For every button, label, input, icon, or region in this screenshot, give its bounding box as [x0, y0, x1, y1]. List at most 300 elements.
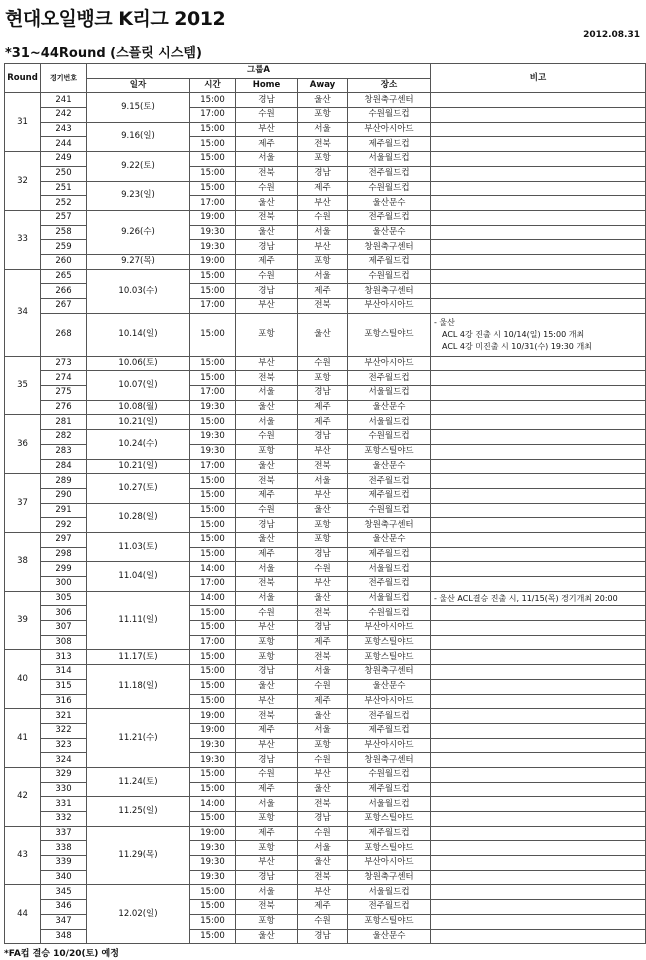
match-no-cell: 300 — [41, 577, 87, 592]
date-cell: 11.18(일) — [87, 665, 190, 709]
away-team-cell: 서울 — [298, 665, 348, 680]
home-team-cell: 포항 — [236, 841, 298, 856]
home-team-cell: 전북 — [236, 166, 298, 181]
home-team-cell: 제주 — [236, 782, 298, 797]
round-cell: 42 — [5, 767, 41, 826]
remarks-cell — [431, 444, 646, 459]
home-team-cell: 울산 — [236, 459, 298, 474]
time-cell: 14:00 — [190, 562, 236, 577]
away-team-cell: 전북 — [298, 650, 348, 665]
venue-cell: 울산문수 — [348, 225, 431, 240]
away-team-cell: 포항 — [298, 152, 348, 167]
date-cell: 9.15(토) — [87, 93, 190, 122]
table-row — [5, 269, 646, 284]
venue-cell: 서울월드컵 — [348, 562, 431, 577]
match-no-cell: 313 — [41, 650, 87, 665]
match-no-cell: 265 — [41, 269, 87, 284]
venue-cell: 포항스틸야드 — [348, 841, 431, 856]
remarks-cell — [431, 459, 646, 474]
table-row — [5, 400, 646, 415]
header-match-no: 경기번호 — [41, 64, 87, 93]
match-no-cell: 249 — [41, 152, 87, 167]
venue-cell: 전주월드컵 — [348, 371, 431, 386]
time-cell: 19:30 — [190, 738, 236, 753]
time-cell: 15:00 — [190, 166, 236, 181]
date-cell: 11.04(일) — [87, 562, 190, 591]
venue-cell: 창원축구센터 — [348, 93, 431, 108]
match-no-cell: 243 — [41, 122, 87, 137]
time-cell: 15:00 — [190, 547, 236, 562]
time-cell: 17:00 — [190, 196, 236, 211]
match-no-cell: 267 — [41, 299, 87, 314]
home-team-cell: 경남 — [236, 518, 298, 533]
table-row — [5, 254, 646, 269]
match-no-cell: 305 — [41, 591, 87, 606]
match-no-cell: 273 — [41, 356, 87, 371]
date-cell: 9.26(수) — [87, 210, 190, 254]
match-no-cell: 306 — [41, 606, 87, 621]
home-team-cell: 부산 — [236, 356, 298, 371]
home-team-cell: 수원 — [236, 767, 298, 782]
remarks-cell — [431, 503, 646, 518]
home-team-cell: 포항 — [236, 650, 298, 665]
match-no-cell: 276 — [41, 400, 87, 415]
table-row — [5, 709, 646, 724]
time-cell: 14:00 — [190, 591, 236, 606]
time-cell: 15:00 — [190, 694, 236, 709]
home-team-cell: 수원 — [236, 269, 298, 284]
venue-cell: 포항스틸야드 — [348, 313, 431, 356]
time-cell: 15:00 — [190, 181, 236, 196]
time-cell: 17:00 — [190, 577, 236, 592]
date-cell: 10.24(수) — [87, 430, 190, 459]
time-cell: 19:30 — [190, 444, 236, 459]
date-cell: 12.02(일) — [87, 885, 190, 944]
match-no-cell: 307 — [41, 621, 87, 636]
time-cell: 19:30 — [190, 430, 236, 445]
remarks-cell — [431, 137, 646, 152]
time-cell: 15:00 — [190, 93, 236, 108]
table-row — [5, 797, 646, 812]
time-cell: 15:00 — [190, 356, 236, 371]
away-team-cell: 부산 — [298, 488, 348, 503]
time-cell: 17:00 — [190, 635, 236, 650]
match-no-cell: 282 — [41, 430, 87, 445]
venue-cell: 울산문수 — [348, 532, 431, 547]
remarks-cell — [431, 577, 646, 592]
remarks-cell — [431, 650, 646, 665]
away-team-cell: 제주 — [298, 694, 348, 709]
away-team-cell: 경남 — [298, 621, 348, 636]
away-team-cell: 포항 — [298, 254, 348, 269]
match-no-cell: 337 — [41, 826, 87, 841]
table-row — [5, 591, 646, 606]
remarks-cell — [431, 621, 646, 636]
away-team-cell: 수원 — [298, 753, 348, 768]
venue-cell: 전주월드컵 — [348, 210, 431, 225]
table-row — [5, 885, 646, 900]
home-team-cell: 수원 — [236, 606, 298, 621]
remarks-cell — [431, 856, 646, 871]
time-cell: 15:00 — [190, 371, 236, 386]
time-cell: 15:00 — [190, 606, 236, 621]
footnote: *FA컵 결승 10/20(토) 예정 — [4, 949, 119, 959]
venue-cell: 제주월드컵 — [348, 488, 431, 503]
remarks-cell — [431, 108, 646, 123]
date-cell: 11.11(일) — [87, 591, 190, 650]
away-team-cell: 부산 — [298, 240, 348, 255]
remarks-cell — [431, 474, 646, 489]
remarks-cell — [431, 723, 646, 738]
venue-cell: 창원축구센터 — [348, 240, 431, 255]
venue-cell: 부산아시아드 — [348, 738, 431, 753]
time-cell: 15:00 — [190, 900, 236, 915]
remarks-cell — [431, 152, 646, 167]
time-cell: 14:00 — [190, 797, 236, 812]
away-team-cell: 울산 — [298, 313, 348, 356]
time-cell: 15:00 — [190, 313, 236, 356]
round-cell: 38 — [5, 532, 41, 591]
match-no-cell: 339 — [41, 856, 87, 871]
away-team-cell: 부산 — [298, 196, 348, 211]
venue-cell: 부산아시아드 — [348, 299, 431, 314]
remarks-cell — [431, 356, 646, 371]
match-no-cell: 274 — [41, 371, 87, 386]
time-cell: 15:00 — [190, 914, 236, 929]
match-no-cell: 331 — [41, 797, 87, 812]
venue-cell: 수원월드컵 — [348, 108, 431, 123]
remarks-cell — [431, 225, 646, 240]
remarks-cell — [431, 166, 646, 181]
away-team-cell: 서울 — [298, 122, 348, 137]
match-no-cell: 289 — [41, 474, 87, 489]
table-body — [5, 93, 646, 944]
home-team-cell: 제주 — [236, 254, 298, 269]
home-team-cell: 서울 — [236, 415, 298, 430]
home-team-cell: 포항 — [236, 635, 298, 650]
home-team-cell: 울산 — [236, 400, 298, 415]
match-no-cell: 250 — [41, 166, 87, 181]
time-cell: 19:30 — [190, 870, 236, 885]
remarks-cell — [431, 900, 646, 915]
away-team-cell: 제주 — [298, 635, 348, 650]
table-row — [5, 532, 646, 547]
venue-cell: 울산문수 — [348, 196, 431, 211]
time-cell: 19:30 — [190, 841, 236, 856]
venue-cell: 수원월드컵 — [348, 606, 431, 621]
time-cell: 15:00 — [190, 474, 236, 489]
venue-cell: 제주월드컵 — [348, 723, 431, 738]
away-team-cell: 제주 — [298, 181, 348, 196]
match-no-cell: 329 — [41, 767, 87, 782]
venue-cell: 제주월드컵 — [348, 137, 431, 152]
time-cell: 19:30 — [190, 240, 236, 255]
table-header — [5, 64, 646, 93]
match-no-cell: 281 — [41, 415, 87, 430]
time-cell: 15:00 — [190, 518, 236, 533]
round-cell: 40 — [5, 650, 41, 709]
away-team-cell: 부산 — [298, 444, 348, 459]
away-team-cell: 부산 — [298, 577, 348, 592]
home-team-cell: 서울 — [236, 562, 298, 577]
match-no-cell: 340 — [41, 870, 87, 885]
header-round: Round — [5, 64, 41, 93]
match-no-cell: 284 — [41, 459, 87, 474]
away-team-cell: 울산 — [298, 782, 348, 797]
time-cell: 19:00 — [190, 210, 236, 225]
round-cell: 44 — [5, 885, 41, 944]
match-no-cell: 347 — [41, 914, 87, 929]
away-team-cell: 경남 — [298, 430, 348, 445]
time-cell: 15:00 — [190, 782, 236, 797]
time-cell: 15:00 — [190, 415, 236, 430]
table-row — [5, 210, 646, 225]
venue-cell: 서울월드컵 — [348, 152, 431, 167]
match-no-cell: 252 — [41, 196, 87, 211]
home-team-cell: 전북 — [236, 900, 298, 915]
match-no-cell: 316 — [41, 694, 87, 709]
venue-cell: 제주월드컵 — [348, 254, 431, 269]
date-cell: 11.17(토) — [87, 650, 190, 665]
venue-cell: 울산문수 — [348, 679, 431, 694]
venue-cell: 창원축구센터 — [348, 518, 431, 533]
match-no-cell: 348 — [41, 929, 87, 944]
venue-cell: 창원축구센터 — [348, 284, 431, 299]
home-team-cell: 전북 — [236, 577, 298, 592]
match-no-cell: 283 — [41, 444, 87, 459]
date-cell: 9.23(일) — [87, 181, 190, 210]
venue-cell: 창원축구센터 — [348, 870, 431, 885]
away-team-cell: 서울 — [298, 269, 348, 284]
venue-cell: 포항스틸야드 — [348, 635, 431, 650]
venue-cell: 수원월드컵 — [348, 430, 431, 445]
time-cell: 19:30 — [190, 753, 236, 768]
away-team-cell: 서울 — [298, 225, 348, 240]
time-cell: 15:00 — [190, 621, 236, 636]
date-cell: 9.27(목) — [87, 254, 190, 269]
venue-cell: 수원월드컵 — [348, 767, 431, 782]
away-team-cell: 제주 — [298, 900, 348, 915]
date-cell: 10.27(토) — [87, 474, 190, 503]
remarks-cell — [431, 870, 646, 885]
page-title: 현대오일뱅크 K리그 2012 — [5, 8, 226, 30]
home-team-cell: 서울 — [236, 152, 298, 167]
venue-cell: 서울월드컵 — [348, 885, 431, 900]
match-no-cell: 346 — [41, 900, 87, 915]
home-team-cell: 부산 — [236, 299, 298, 314]
venue-cell: 전주월드컵 — [348, 709, 431, 724]
home-team-cell: 경남 — [236, 753, 298, 768]
away-team-cell: 울산 — [298, 503, 348, 518]
away-team-cell: 수원 — [298, 210, 348, 225]
match-no-cell: 321 — [41, 709, 87, 724]
home-team-cell: 울산 — [236, 929, 298, 944]
time-cell: 15:00 — [190, 929, 236, 944]
match-no-cell: 251 — [41, 181, 87, 196]
time-cell: 15:00 — [190, 488, 236, 503]
time-cell: 17:00 — [190, 386, 236, 401]
time-cell: 15:00 — [190, 137, 236, 152]
venue-cell: 울산문수 — [348, 929, 431, 944]
remarks-cell — [431, 679, 646, 694]
remarks-cell — [431, 284, 646, 299]
match-no-cell: 292 — [41, 518, 87, 533]
remarks-cell — [431, 591, 646, 606]
venue-cell: 서울월드컵 — [348, 797, 431, 812]
venue-cell: 울산문수 — [348, 400, 431, 415]
away-team-cell: 울산 — [298, 93, 348, 108]
header-group: 그룹A — [87, 64, 431, 79]
venue-cell: 부산아시아드 — [348, 356, 431, 371]
home-team-cell: 부산 — [236, 856, 298, 871]
time-cell: 19:30 — [190, 225, 236, 240]
time-cell: 15:00 — [190, 885, 236, 900]
remarks-cell — [431, 914, 646, 929]
table-row — [5, 122, 646, 137]
date-cell: 9.16(일) — [87, 122, 190, 151]
venue-cell: 포항스틸야드 — [348, 444, 431, 459]
venue-cell: 부산아시아드 — [348, 856, 431, 871]
venue-cell: 서울월드컵 — [348, 415, 431, 430]
remarks-cell — [431, 210, 646, 225]
match-no-cell: 257 — [41, 210, 87, 225]
remarks-cell — [431, 196, 646, 211]
away-team-cell: 부산 — [298, 767, 348, 782]
venue-cell: 울산문수 — [348, 459, 431, 474]
away-team-cell: 경남 — [298, 812, 348, 827]
remarks-cell — [431, 240, 646, 255]
time-cell: 15:00 — [190, 679, 236, 694]
time-cell: 15:00 — [190, 812, 236, 827]
page-subtitle: *31~44Round (스플릿 시스템) — [5, 46, 202, 61]
home-team-cell: 전북 — [236, 371, 298, 386]
home-team-cell: 포항 — [236, 812, 298, 827]
time-cell: 15:00 — [190, 767, 236, 782]
venue-cell: 부산아시아드 — [348, 122, 431, 137]
time-cell: 15:00 — [190, 532, 236, 547]
match-no-cell: 291 — [41, 503, 87, 518]
remarks-cell — [431, 782, 646, 797]
venue-cell: 포항스틸야드 — [348, 914, 431, 929]
away-team-cell: 포항 — [298, 371, 348, 386]
header-away: Away — [298, 78, 348, 93]
home-team-cell: 수원 — [236, 430, 298, 445]
home-team-cell: 수원 — [236, 181, 298, 196]
table-row — [5, 371, 646, 386]
venue-cell: 전주월드컵 — [348, 900, 431, 915]
away-team-cell: 서울 — [298, 474, 348, 489]
venue-cell: 전주월드컵 — [348, 577, 431, 592]
home-team-cell: 부산 — [236, 694, 298, 709]
date-cell: 10.14(일) — [87, 313, 190, 356]
match-no-cell: 323 — [41, 738, 87, 753]
venue-cell: 수원월드컵 — [348, 181, 431, 196]
away-team-cell: 포항 — [298, 532, 348, 547]
match-no-cell: 258 — [41, 225, 87, 240]
home-team-cell: 경남 — [236, 665, 298, 680]
date-cell: 11.25(일) — [87, 797, 190, 826]
home-team-cell: 부산 — [236, 621, 298, 636]
remarks-cell — [431, 518, 646, 533]
home-team-cell: 서울 — [236, 591, 298, 606]
away-team-cell: 전북 — [298, 797, 348, 812]
home-team-cell: 울산 — [236, 196, 298, 211]
match-no-cell: 332 — [41, 812, 87, 827]
venue-cell: 수원월드컵 — [348, 269, 431, 284]
round-cell: 33 — [5, 210, 41, 269]
home-team-cell: 수원 — [236, 108, 298, 123]
away-team-cell: 경남 — [298, 929, 348, 944]
match-no-cell: 241 — [41, 93, 87, 108]
home-team-cell: 제주 — [236, 547, 298, 562]
table-row — [5, 313, 646, 356]
venue-cell: 포항스틸야드 — [348, 812, 431, 827]
away-team-cell: 수원 — [298, 914, 348, 929]
header-home: Home — [236, 78, 298, 93]
home-team-cell: 울산 — [236, 532, 298, 547]
date-cell: 11.29(목) — [87, 826, 190, 885]
match-no-cell: 308 — [41, 635, 87, 650]
home-team-cell: 전북 — [236, 474, 298, 489]
away-team-cell: 제주 — [298, 400, 348, 415]
match-no-cell: 314 — [41, 665, 87, 680]
remarks-cell — [431, 841, 646, 856]
away-team-cell: 전북 — [298, 870, 348, 885]
match-no-cell: 275 — [41, 386, 87, 401]
remarks-cell — [431, 812, 646, 827]
time-cell: 17:00 — [190, 108, 236, 123]
away-team-cell: 부산 — [298, 885, 348, 900]
away-team-cell: 포항 — [298, 518, 348, 533]
venue-cell: 창원축구센터 — [348, 753, 431, 768]
venue-cell: 서울월드컵 — [348, 386, 431, 401]
home-team-cell: 제주 — [236, 488, 298, 503]
date-cell: 10.03(수) — [87, 269, 190, 313]
venue-cell: 부산아시아드 — [348, 621, 431, 636]
venue-cell: 수원월드컵 — [348, 503, 431, 518]
table-row — [5, 767, 646, 782]
date-cell: 10.21(일) — [87, 415, 190, 430]
home-team-cell: 부산 — [236, 122, 298, 137]
time-cell: 15:00 — [190, 503, 236, 518]
remarks-cell — [431, 386, 646, 401]
match-no-cell: 290 — [41, 488, 87, 503]
remarks-cell — [431, 430, 646, 445]
time-cell: 19:00 — [190, 723, 236, 738]
remarks-cell — [431, 665, 646, 680]
header-remarks: 비고 — [431, 64, 646, 93]
venue-cell: 창원축구센터 — [348, 665, 431, 680]
away-team-cell: 울산 — [298, 856, 348, 871]
match-no-cell: 299 — [41, 562, 87, 577]
remarks-cell — [431, 415, 646, 430]
table-row — [5, 665, 646, 680]
time-cell: 15:00 — [190, 284, 236, 299]
remarks-cell — [431, 93, 646, 108]
away-team-cell: 전북 — [298, 137, 348, 152]
away-team-cell: 전북 — [298, 459, 348, 474]
round-cell: 35 — [5, 356, 41, 415]
remark-line: ACL 4강 진출 시 10/14(일) 15:00 개최 — [442, 329, 585, 339]
away-team-cell: 서울 — [298, 723, 348, 738]
time-cell: 19:00 — [190, 826, 236, 841]
remarks-cell — [431, 606, 646, 621]
venue-cell: 제주월드컵 — [348, 782, 431, 797]
home-team-cell: 수원 — [236, 503, 298, 518]
match-no-cell: 315 — [41, 679, 87, 694]
time-cell: 17:00 — [190, 299, 236, 314]
away-team-cell: 수원 — [298, 562, 348, 577]
